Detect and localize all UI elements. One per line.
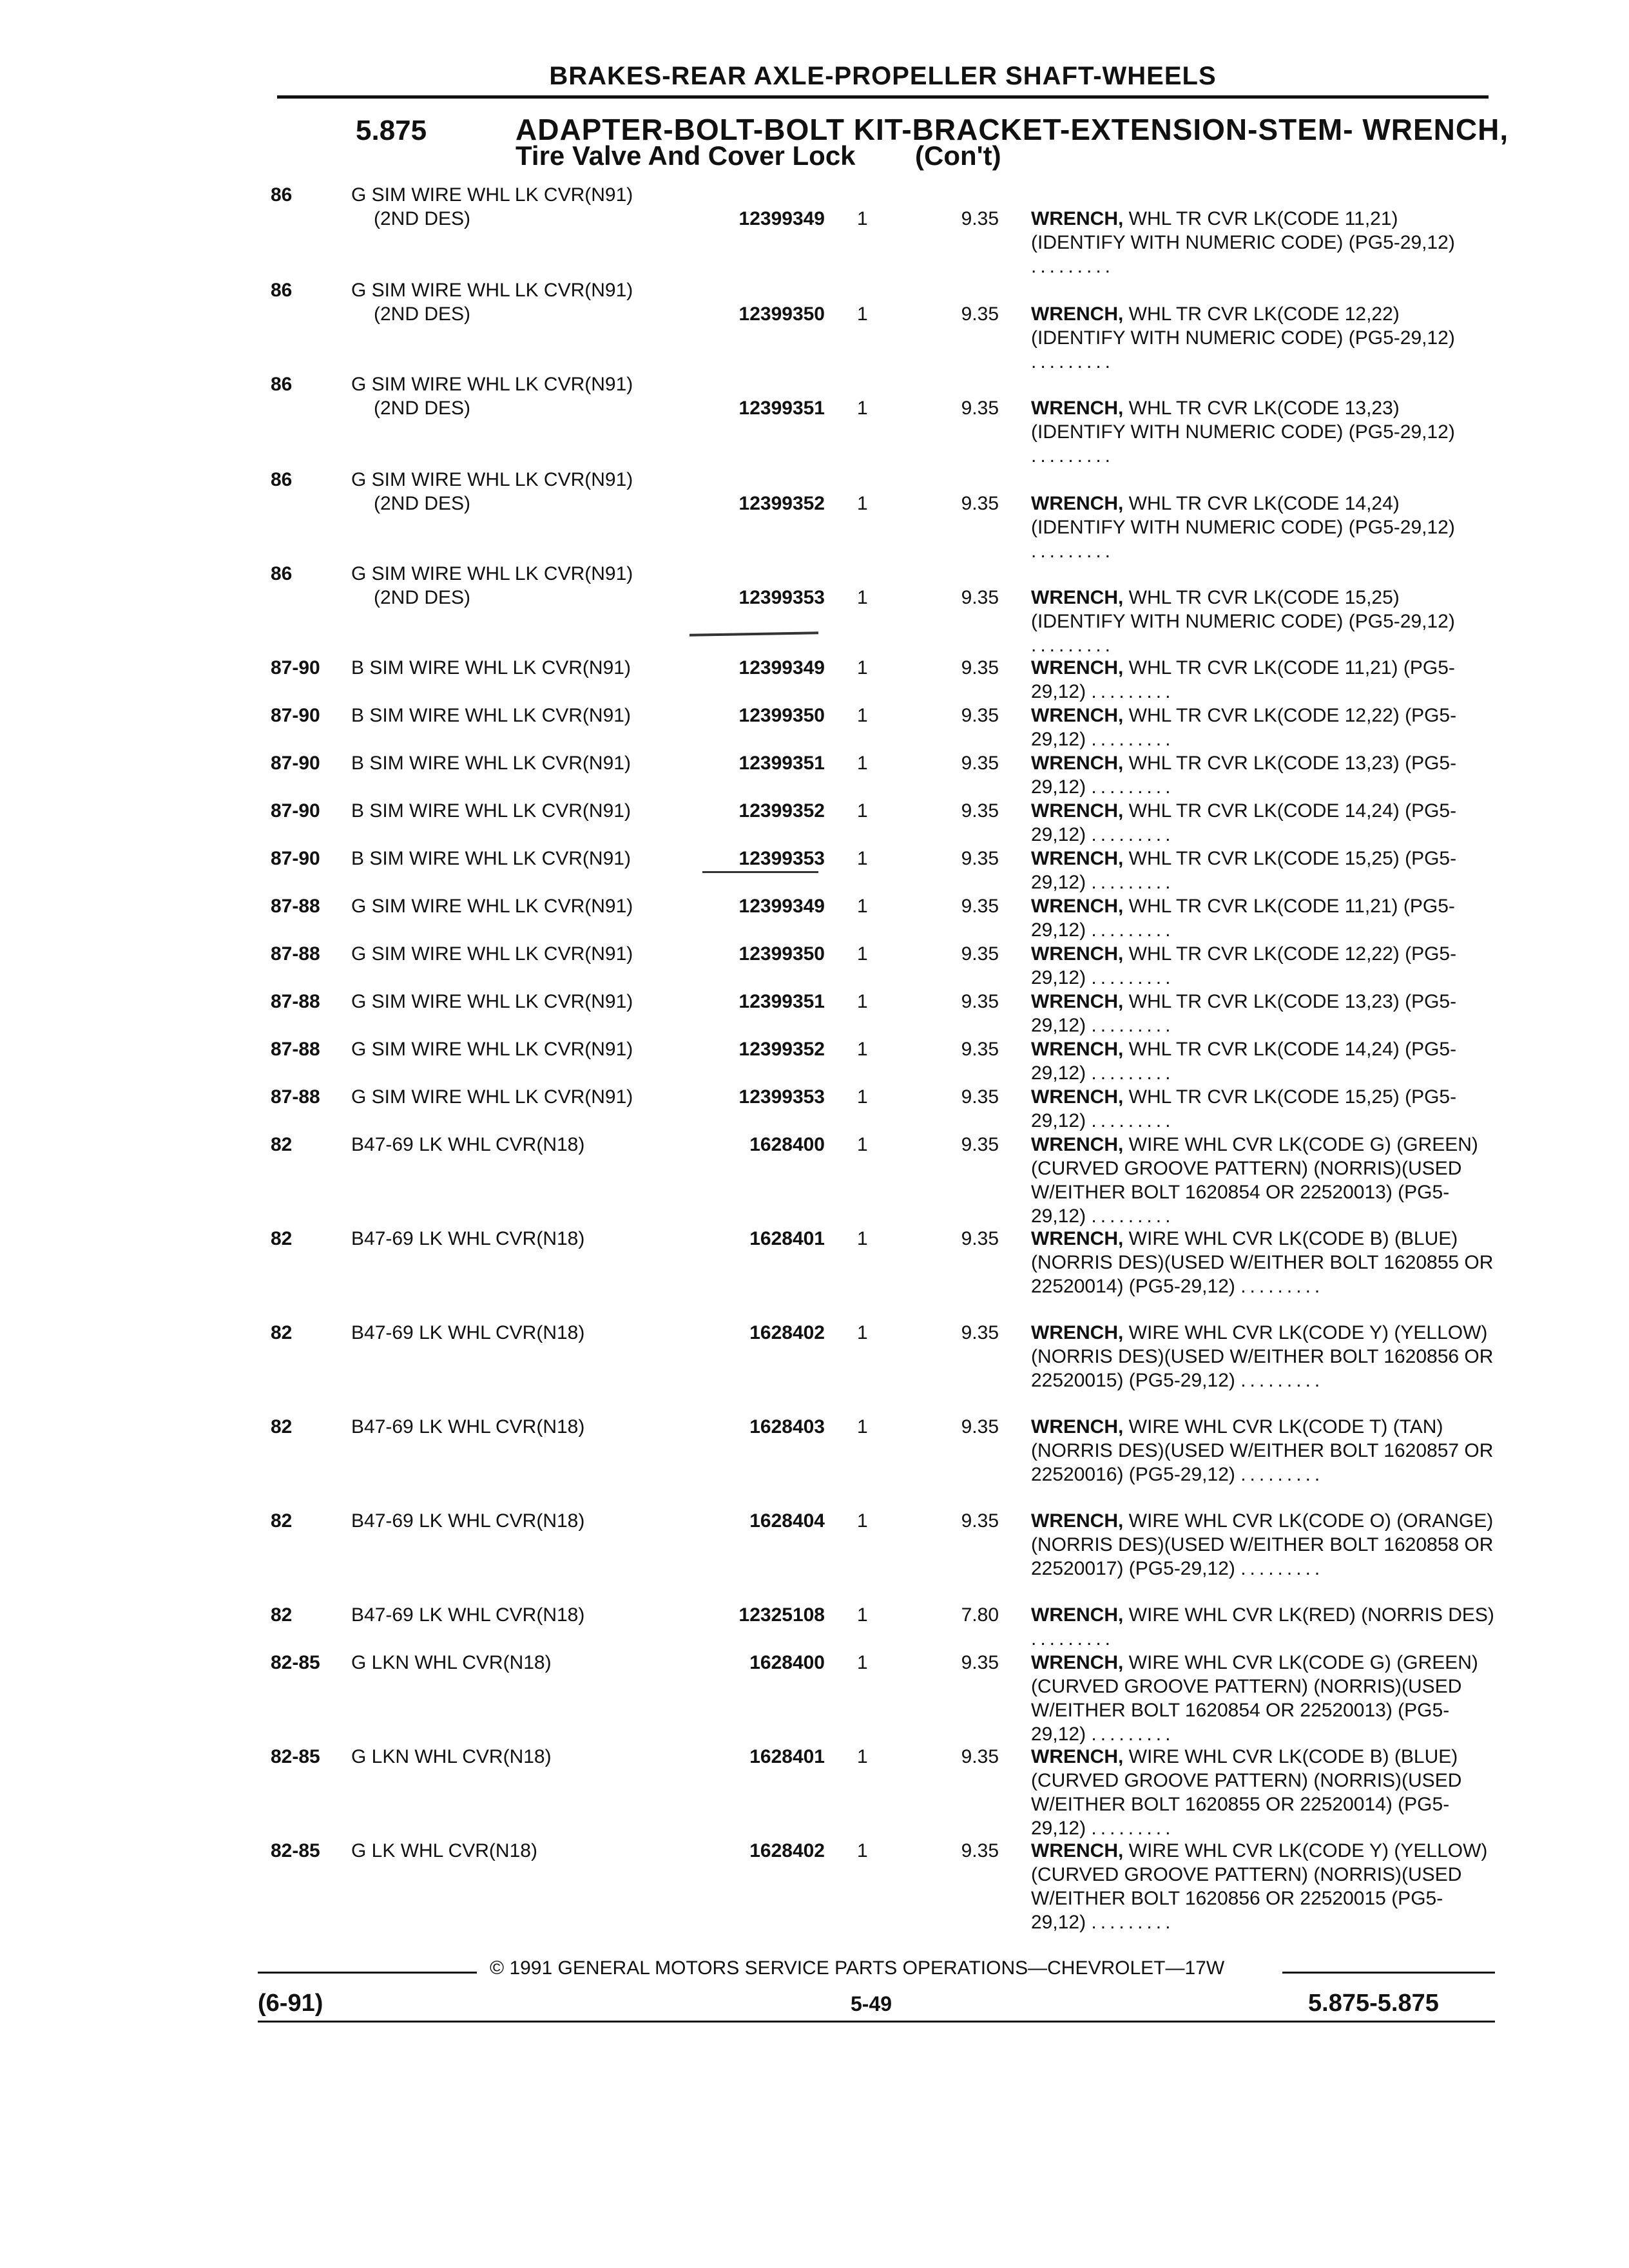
part-number: 1628401 [749, 1228, 825, 1249]
price: 7.80 [961, 1604, 999, 1626]
part-description: WRENCH, WIRE WHL CVR LK(CODE Y) (YELLOW)(CURVED GROOVE PATTERN) (NORRIS)(USED W/EITHER BOLT 1620856 OR 22520015 (PG5-29,12) ......... [1031, 1840, 1488, 1933]
price: 9.35 [961, 753, 999, 774]
footer-rule-left [258, 1972, 477, 1974]
description-noun: WRENCH, [1031, 1510, 1124, 1532]
application: G LKN WHL CVR(N18) [351, 1746, 552, 1767]
application: G LKN WHL CVR(N18) [351, 1652, 552, 1673]
quantity: 1 [857, 848, 868, 869]
part-number: 12399350 [738, 303, 825, 325]
application-detail: (2ND DES) [374, 303, 471, 325]
part-description: WRENCH, WHL TR CVR LK(CODE 11,21) (PG5-29,12) ......... [1031, 657, 1455, 702]
part-number: 1628400 [749, 1652, 825, 1673]
model-year: 87-90 [271, 753, 320, 774]
footer-copyright: © 1991 GENERAL MOTORS SERVICE PARTS OPERATIONS—CHEVROLET—17W [490, 1957, 1225, 1979]
price: 9.35 [961, 943, 999, 965]
price: 9.35 [961, 991, 999, 1012]
application: B47-69 LK WHL CVR(N18) [351, 1604, 585, 1626]
part-number: 12399353 [738, 1086, 825, 1108]
scan-mark [702, 871, 818, 873]
part-description: WRENCH, WHL TR CVR LK(CODE 14,24) (PG5-29,12) ......... [1031, 800, 1457, 845]
part-description: WRENCH, WIRE WHL CVR LK(CODE Y) (YELLOW)(NORRIS DES)(USED W/EITHER BOLT 1620856 OR 22520015) (PG5-29,12) ......... [1031, 1322, 1494, 1391]
part-number: 12399352 [738, 493, 825, 514]
model-year: 87-90 [271, 705, 320, 726]
application: G SIM WIRE WHL LK CVR(N91) [351, 469, 633, 490]
price: 9.35 [961, 303, 999, 325]
application: G SIM WIRE WHL LK CVR(N91) [351, 374, 633, 395]
model-year: 86 [271, 374, 293, 395]
model-year: 86 [271, 184, 293, 206]
description-noun: WRENCH, [1031, 303, 1124, 325]
part-description: WRENCH, WHL TR CVR LK(CODE 14,24) (IDENTIFY WITH NUMERIC CODE) (PG5-29,12) ......... [1031, 493, 1455, 562]
quantity: 1 [857, 398, 868, 419]
part-description: WRENCH, WHL TR CVR LK(CODE 11,21) (PG5-29,12) ......... [1031, 896, 1455, 941]
model-year: 87-90 [271, 657, 320, 678]
model-year: 86 [271, 469, 293, 490]
quantity: 1 [857, 303, 868, 325]
model-year: 82-85 [271, 1840, 320, 1861]
part-description: WRENCH, WHL TR CVR LK(CODE 12,22) (IDENTIFY WITH NUMERIC CODE) (PG5-29,12) ......... [1031, 303, 1455, 372]
part-number: 12399351 [738, 398, 825, 419]
description-noun: WRENCH, [1031, 1039, 1124, 1060]
model-year: 87-88 [271, 1086, 320, 1108]
part-number: 12399350 [738, 943, 825, 965]
description-noun: WRENCH, [1031, 705, 1124, 726]
application: B47-69 LK WHL CVR(N18) [351, 1510, 585, 1532]
part-description: WRENCH, WHL TR CVR LK(CODE 15,25) (IDENTIFY WITH NUMERIC CODE) (PG5-29,12) ......... [1031, 587, 1455, 656]
price: 9.35 [961, 1510, 999, 1532]
price: 9.35 [961, 896, 999, 917]
model-year: 82 [271, 1228, 293, 1249]
part-number: 1628400 [749, 1134, 825, 1155]
model-year: 82 [271, 1604, 293, 1626]
leader-dots: ......... [1091, 1724, 1175, 1745]
price: 9.35 [961, 493, 999, 514]
quantity: 1 [857, 493, 868, 514]
description-noun: WRENCH, [1031, 800, 1124, 822]
price: 9.35 [961, 1416, 999, 1437]
price: 9.35 [961, 1840, 999, 1861]
section-subtitle: Tire Valve And Cover Lock [516, 140, 856, 171]
part-description: WRENCH, WHL TR CVR LK(CODE 14,24) (PG5-29,12) ......... [1031, 1039, 1457, 1084]
model-year: 82 [271, 1322, 293, 1343]
model-year: 82 [271, 1134, 293, 1155]
application-detail: (2ND DES) [374, 398, 471, 419]
part-description: WRENCH, WIRE WHL CVR LK(CODE O) (ORANGE)(NORRIS DES)(USED W/EITHER BOLT 1620858 OR 22520017) (PG5-29,12) ......... [1031, 1510, 1494, 1579]
application: B47-69 LK WHL CVR(N18) [351, 1322, 585, 1343]
description-noun: WRENCH, [1031, 896, 1124, 917]
price: 9.35 [961, 1746, 999, 1767]
quantity: 1 [857, 943, 868, 965]
part-number: 12399351 [738, 991, 825, 1012]
leader-dots: ......... [1091, 1818, 1175, 1839]
price: 9.35 [961, 705, 999, 726]
price: 9.35 [961, 208, 999, 229]
quantity: 1 [857, 753, 868, 774]
application: G SIM WIRE WHL LK CVR(N91) [351, 1086, 633, 1108]
leader-dots: ......... [1091, 872, 1175, 893]
model-year: 82 [271, 1416, 293, 1437]
application: B SIM WIRE WHL LK CVR(N91) [351, 800, 631, 822]
description-noun: WRENCH, [1031, 1086, 1124, 1108]
part-description: WRENCH, WHL TR CVR LK(CODE 13,23) (IDENTIFY WITH NUMERIC CODE) (PG5-29,12) ......... [1031, 398, 1455, 466]
leader-dots: ......... [1091, 681, 1175, 702]
leader-dots: ......... [1240, 1464, 1324, 1485]
model-year: 86 [271, 280, 293, 301]
quantity: 1 [857, 991, 868, 1012]
application: B47-69 LK WHL CVR(N18) [351, 1134, 585, 1155]
model-year: 87-88 [271, 991, 320, 1012]
part-number: 12399353 [738, 848, 825, 869]
quantity: 1 [857, 705, 868, 726]
part-number: 12399353 [738, 587, 825, 608]
description-noun: WRENCH, [1031, 208, 1124, 229]
model-year: 87-90 [271, 848, 320, 869]
leader-dots: ......... [1031, 1628, 1115, 1649]
part-description: WRENCH, WHL TR CVR LK(CODE 15,25) (PG5-29,12) ......... [1031, 1086, 1457, 1131]
part-description: WRENCH, WIRE WHL CVR LK(CODE T) (TAN)(NORRIS DES)(USED W/EITHER BOLT 1620857 OR 22520016) (PG5-29,12) ......... [1031, 1416, 1494, 1485]
part-description: WRENCH, WHL TR CVR LK(CODE 12,22) (PG5-29,12) ......... [1031, 705, 1457, 750]
model-year: 86 [271, 563, 293, 584]
application-detail: (2ND DES) [374, 208, 471, 229]
section-continued: (Con't) [915, 140, 1001, 171]
description-noun: WRENCH, [1031, 1604, 1124, 1626]
price: 9.35 [961, 1322, 999, 1343]
model-year: 82-85 [271, 1652, 320, 1673]
quantity: 1 [857, 1510, 868, 1532]
description-noun: WRENCH, [1031, 1652, 1124, 1673]
price: 9.35 [961, 800, 999, 822]
leader-dots: ......... [1091, 1206, 1175, 1227]
leader-dots: ......... [1091, 1912, 1175, 1933]
application: B SIM WIRE WHL LK CVR(N91) [351, 657, 631, 678]
application: G SIM WIRE WHL LK CVR(N91) [351, 184, 633, 206]
part-description: WRENCH, WIRE WHL CVR LK(CODE B) (BLUE)(NORRIS DES)(USED W/EITHER BOLT 1620855 OR 22520014) (PG5-29,12) ......... [1031, 1228, 1494, 1297]
model-year: 87-90 [271, 800, 320, 822]
description-noun: WRENCH, [1031, 1228, 1124, 1249]
model-year: 82-85 [271, 1746, 320, 1767]
part-number: 1628401 [749, 1746, 825, 1767]
leader-dots: ......... [1031, 635, 1115, 656]
application: G SIM WIRE WHL LK CVR(N91) [351, 991, 633, 1012]
application: G SIM WIRE WHL LK CVR(N91) [351, 943, 633, 965]
application: B SIM WIRE WHL LK CVR(N91) [351, 753, 631, 774]
part-description: WRENCH, WIRE WHL CVR LK(CODE G) (GREEN)(CURVED GROOVE PATTERN) (NORRIS)(USED W/EITHER BOLT 1620854 OR 22520013) (PG5-29,12) ......... [1031, 1134, 1478, 1227]
application: G SIM WIRE WHL LK CVR(N91) [351, 280, 633, 301]
section-number: 5.875 [356, 115, 427, 146]
part-description: WRENCH, WHL TR CVR LK(CODE 11,21) (IDENTIFY WITH NUMERIC CODE) (PG5-29,12) ......... [1031, 208, 1455, 277]
quantity: 1 [857, 1134, 868, 1155]
price: 9.35 [961, 1086, 999, 1108]
footer-rule-right [1282, 1972, 1495, 1974]
part-description: WRENCH, WIRE WHL CVR LK(CODE B) (BLUE)(CURVED GROOVE PATTERN) (NORRIS)(USED W/EITHER BOLT 1620855 OR 22520014) (PG5-29,12) ......... [1031, 1746, 1462, 1839]
model-year: 87-88 [271, 943, 320, 965]
quantity: 1 [857, 1652, 868, 1673]
part-number: 12399349 [738, 208, 825, 229]
quantity: 1 [857, 1416, 868, 1437]
application: B SIM WIRE WHL LK CVR(N91) [351, 705, 631, 726]
part-description: WRENCH, WHL TR CVR LK(CODE 15,25) (PG5-29,12) ......... [1031, 848, 1457, 893]
part-number: 12399352 [738, 800, 825, 822]
leader-dots: ......... [1031, 541, 1115, 562]
quantity: 1 [857, 800, 868, 822]
description-noun: WRENCH, [1031, 1840, 1124, 1861]
leader-dots: ......... [1091, 824, 1175, 845]
part-number: 1628404 [749, 1510, 825, 1532]
description-noun: WRENCH, [1031, 1746, 1124, 1767]
footer-page-number: 5-49 [851, 1992, 892, 2015]
price: 9.35 [961, 1228, 999, 1249]
leader-dots: ......... [1091, 776, 1175, 798]
model-year: 87-88 [271, 1039, 320, 1060]
part-number: 12399350 [738, 705, 825, 726]
price: 9.35 [961, 657, 999, 678]
footer-section-range: 5.875-5.875 [1308, 1990, 1439, 2017]
quantity: 1 [857, 1086, 868, 1108]
leader-dots: ......... [1240, 1276, 1324, 1297]
footer-date-code: (6-91) [258, 1990, 323, 2017]
application-detail: (2ND DES) [374, 587, 471, 608]
leader-dots: ......... [1091, 1110, 1175, 1131]
price: 9.35 [961, 398, 999, 419]
leader-dots: ......... [1091, 967, 1175, 988]
description-noun: WRENCH, [1031, 398, 1124, 419]
description-noun: WRENCH, [1031, 753, 1124, 774]
quantity: 1 [857, 1604, 868, 1626]
price: 9.35 [961, 587, 999, 608]
leader-dots: ......... [1091, 1062, 1175, 1084]
quantity: 1 [857, 208, 868, 229]
description-noun: WRENCH, [1031, 657, 1124, 678]
footer-bottom-rule [258, 2021, 1495, 2023]
quantity: 1 [857, 1840, 868, 1861]
part-number: 12399352 [738, 1039, 825, 1060]
part-description: WRENCH, WIRE WHL CVR LK(RED) (NORRIS DES) ......... [1031, 1604, 1494, 1649]
part-number: 1628403 [749, 1416, 825, 1437]
application: B47-69 LK WHL CVR(N18) [351, 1228, 585, 1249]
description-noun: WRENCH, [1031, 1134, 1124, 1155]
leader-dots: ......... [1031, 256, 1115, 277]
price: 9.35 [961, 1652, 999, 1673]
quantity: 1 [857, 1039, 868, 1060]
part-number: 12399349 [738, 896, 825, 917]
description-noun: WRENCH, [1031, 991, 1124, 1012]
part-number: 12325108 [738, 1604, 825, 1626]
model-year: 87-88 [271, 896, 320, 917]
page-header-title: BRAKES-REAR AXLE-PROPELLER SHAFT-WHEELS [549, 62, 1217, 90]
leader-dots: ......... [1031, 445, 1115, 466]
application-detail: (2ND DES) [374, 493, 471, 514]
application: G SIM WIRE WHL LK CVR(N91) [351, 896, 633, 917]
description-noun: WRENCH, [1031, 848, 1124, 869]
leader-dots: ......... [1091, 729, 1175, 750]
quantity: 1 [857, 587, 868, 608]
part-number: 12399351 [738, 753, 825, 774]
leader-dots: ......... [1031, 351, 1115, 372]
quantity: 1 [857, 1322, 868, 1343]
part-number: 1628402 [749, 1840, 825, 1861]
application: B47-69 LK WHL CVR(N18) [351, 1416, 585, 1437]
leader-dots: ......... [1091, 919, 1175, 941]
application: G SIM WIRE WHL LK CVR(N91) [351, 563, 633, 584]
quantity: 1 [857, 1746, 868, 1767]
leader-dots: ......... [1240, 1370, 1324, 1391]
quantity: 1 [857, 657, 868, 678]
part-description: WRENCH, WIRE WHL CVR LK(CODE G) (GREEN)(CURVED GROOVE PATTERN) (NORRIS)(USED W/EITHER BOLT 1620854 OR 22520013) (PG5-29,12) ......... [1031, 1652, 1478, 1745]
application: G SIM WIRE WHL LK CVR(N91) [351, 1039, 633, 1060]
quantity: 1 [857, 896, 868, 917]
application: B SIM WIRE WHL LK CVR(N91) [351, 848, 631, 869]
leader-dots: ......... [1091, 1015, 1175, 1036]
part-number: 12399349 [738, 657, 825, 678]
leader-dots: ......... [1240, 1558, 1324, 1579]
part-description: WRENCH, WHL TR CVR LK(CODE 13,23) (PG5-29,12) ......... [1031, 991, 1457, 1036]
description-noun: WRENCH, [1031, 943, 1124, 965]
description-noun: WRENCH, [1031, 587, 1124, 608]
price: 9.35 [961, 1039, 999, 1060]
part-description: WRENCH, WHL TR CVR LK(CODE 12,22) (PG5-29,12) ......... [1031, 943, 1457, 988]
part-number: 1628402 [749, 1322, 825, 1343]
section-title: ADAPTER-BOLT-BOLT KIT-BRACKET-EXTENSION-STEM- WRENCH, [516, 113, 1509, 146]
price: 9.35 [961, 1134, 999, 1155]
description-noun: WRENCH, [1031, 493, 1124, 514]
quantity: 1 [857, 1228, 868, 1249]
description-noun: WRENCH, [1031, 1416, 1124, 1437]
description-noun: WRENCH, [1031, 1322, 1124, 1343]
price: 9.35 [961, 848, 999, 869]
application: G LK WHL CVR(N18) [351, 1840, 537, 1861]
part-description: WRENCH, WHL TR CVR LK(CODE 13,23) (PG5-29,12) ......... [1031, 753, 1457, 798]
model-year: 82 [271, 1510, 293, 1532]
